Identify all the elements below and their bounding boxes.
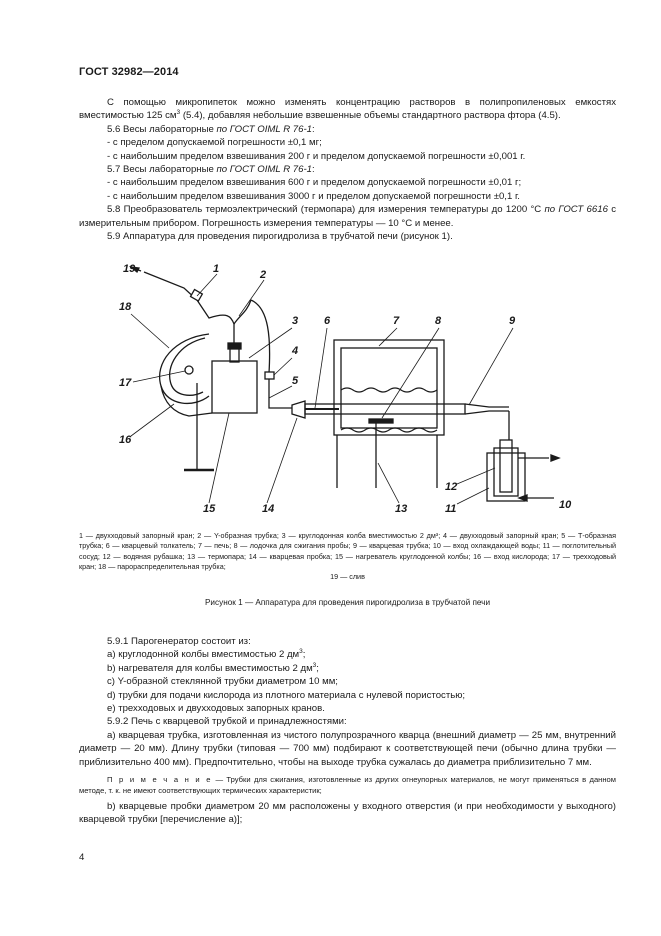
text: 5.6 Весы лабораторные — [107, 123, 217, 135]
list-item: - с наибольшим пределом взвешивания 3000 г и пределом допускаемой погрешности ±0,1 г. — [107, 190, 520, 202]
text: 5.7 Весы лабораторные — [107, 164, 217, 176]
callout-label: 14 — [262, 503, 275, 515]
combustion-boat — [369, 419, 393, 423]
clause-5-7 — [79, 163, 616, 176]
three-way-valve — [185, 366, 193, 374]
heating-coil-top — [341, 388, 437, 392]
note — [79, 775, 616, 796]
callout-label: 12 — [445, 481, 458, 493]
text: (5.4), добавляя небольшие взвешенные объемы стандартного раствора фтора (4.5). — [180, 110, 561, 122]
absorption-vessel — [487, 453, 525, 501]
list-item: - с наибольшим пределом взвешивания 600 г и пределом допускаемой погрешности ±0,01 г; — [107, 177, 522, 189]
leader-line — [197, 274, 217, 296]
clause-5-8 — [79, 203, 616, 230]
callout-label: 7 — [393, 315, 400, 327]
list-item: а) кварцевая трубка, изготовленная из чистого полупрозрачного кварца (внешний диаметр — 25 мм, внутренний диаметр — 20 мм). Длину трубки (типовая — 700 мм) подбирают к соответствующей печи (обычно длина трубки — приблизительно 400 мм). Предпочтительно, чтобы на выходе трубка сужалась до диаметра приблизительно 7 мм. — [79, 729, 616, 768]
leader-line — [249, 328, 292, 358]
standard-header: ГОСТ 32982—2014 — [79, 66, 179, 78]
callout-label: 11 — [445, 503, 457, 515]
drain-tube — [144, 272, 197, 300]
list-item: b) кварцевые пробки диаметром 20 мм расположены у входного отверстия (и при необходимости у выходного) кварцевой трубки [перечисление а)]; — [79, 801, 616, 826]
list-item: - с наибольшим пределом взвешивания 200 г и пределом допускаемой погрешности ±0,001 г. — [107, 150, 526, 162]
list-item — [79, 648, 616, 661]
quartz-stopper — [292, 401, 305, 418]
list-item — [79, 662, 616, 675]
callout-label: 4 — [292, 345, 299, 357]
section-5-9 — [79, 635, 616, 827]
legend-text: 1 — двухходовый запорный кран; 2 — Y-образная трубка; 3 — круглодонная колба вместимостью 2 дм³; 4 — двухходовый запорный кран; 5 — Т-образная трубка; 6 — кварцевый толкатель; 7 — печь; 8 — лодочка для сжигания пробы; 9 — кварцевая трубка; 10 — вход охлаждающей воды; 11 — поглотительный сосуд; 12 — водяная рубашка; 13 — термопара; 14 — кварцевая пробка; 15 — нагреватель круглодонной колбы; 16 — вход кислорода; 17 — трехходовый кран; 18 — парораспределительная трубка; — [79, 531, 616, 571]
leader-line — [457, 468, 495, 484]
text: с измерительным прибором. Погрешность измерения температуры — 10 °С и менее. — [79, 204, 616, 229]
callout-label: 6 — [324, 315, 331, 327]
water-jacket — [494, 448, 518, 496]
callout-label: 8 — [435, 315, 442, 327]
note-text: — Трубки для сжигания, изготовленные из других огнеупорных материалов, не могут применяться в данном методе, т. к. не имеют соответствующих термических характеристик; — [79, 775, 617, 795]
y-tube — [197, 300, 234, 343]
clause-5-6 — [79, 123, 616, 136]
leader-line — [269, 386, 292, 398]
text: : — [312, 164, 315, 176]
callout-label: 19 — [123, 263, 136, 275]
list-item: - с пределом допускаемой погрешности ±0,1 мг; — [107, 137, 322, 149]
section-title: 5.9.2 Печь с кварцевой трубкой и принадлежностями: — [107, 716, 347, 728]
clause-5-9: 5.9 Аппаратура для проведения пирогидролиза в трубчатой печи (рисунок 1). — [107, 231, 453, 243]
callout-label: 18 — [119, 301, 132, 313]
leader-line — [131, 314, 169, 348]
flask-neck — [230, 348, 239, 362]
standard-reference: по ГОСТ OIML R 76-1 — [216, 123, 313, 135]
callout-label: 1 — [213, 263, 220, 275]
y-tube-branch — [234, 300, 251, 324]
callout-label: 10 — [559, 499, 572, 511]
legend-text: 19 — слив — [330, 572, 365, 582]
flask-heater — [212, 361, 257, 413]
callout-label: 16 — [119, 434, 132, 446]
leader-line — [133, 371, 185, 382]
two-way-valve-4 — [265, 372, 274, 379]
two-way-valve — [191, 290, 203, 301]
paragraph — [79, 96, 616, 123]
superscript: 3 — [312, 661, 317, 669]
water-outlet-arrow — [551, 455, 559, 461]
intro-block — [79, 96, 616, 243]
text: b) нагревателя для колбы вместимостью 2 дм — [107, 662, 313, 674]
oxygen-inlet-tube — [161, 386, 212, 416]
leader-line — [209, 413, 229, 503]
list-item: с) Y-образной стеклянной трубки диаметром 10 мм; — [107, 676, 338, 688]
callout-label: 2 — [260, 269, 267, 281]
callout-label: 13 — [395, 503, 408, 515]
list-item: е) трехходовых и двухходовых запорных кранов. — [107, 703, 325, 715]
standard-reference: по ГОСТ OIML R 76-1 — [216, 164, 313, 176]
cooling-water-arrow — [519, 495, 527, 501]
leader-line — [378, 463, 399, 503]
pyrohydrolysis-apparatus-figure — [79, 258, 616, 528]
leader-line — [239, 280, 264, 316]
leader-line — [315, 328, 327, 408]
superscript: 3 — [176, 109, 181, 117]
quartz-tube-outlet — [465, 404, 509, 414]
text: а) круглодонной колбы вместимостью 2 дм — [107, 649, 300, 661]
text: ; — [302, 649, 306, 661]
flask-stopper — [228, 343, 241, 349]
callout-label: 17 — [119, 377, 132, 389]
leader-line — [267, 418, 297, 503]
leader-line — [131, 404, 174, 436]
callout-label: 9 — [509, 315, 516, 327]
callout-label: 5 — [292, 375, 299, 387]
figure-caption: Рисунок 1 — Аппаратура для проведения пирогидролиза в трубчатой печи — [204, 598, 491, 607]
section-title: 5.9.1 Парогенератор состоит из: — [107, 636, 251, 647]
standard-reference: по ГОСТ 6616 — [544, 204, 608, 216]
leader-line — [379, 328, 397, 346]
note-label: П р и м е ч а н и е — [107, 775, 213, 785]
superscript: 3 — [299, 648, 303, 656]
callout-label: 3 — [292, 315, 299, 327]
figure-legend — [79, 531, 616, 582]
text: ; — [316, 662, 319, 674]
leader-line — [274, 358, 292, 375]
text: 5.8 Преобразователь термоэлектрический (термопара) для измерения температуры до 1200 °С — [107, 204, 545, 216]
page-number: 4 — [79, 852, 85, 863]
furnace-chamber — [341, 348, 437, 428]
leader-line — [469, 328, 513, 405]
callout-label: 15 — [203, 503, 216, 515]
leader-line — [457, 488, 489, 504]
list-item: d) трубки для подачи кислорода из плотного материала с нулевой пористостью; — [107, 689, 466, 701]
text: С помощью микропипеток можно изменять концентрацию растворов в полипропиленовых емкостях вместимостью 125 см — [79, 97, 616, 122]
text: : — [312, 123, 315, 135]
